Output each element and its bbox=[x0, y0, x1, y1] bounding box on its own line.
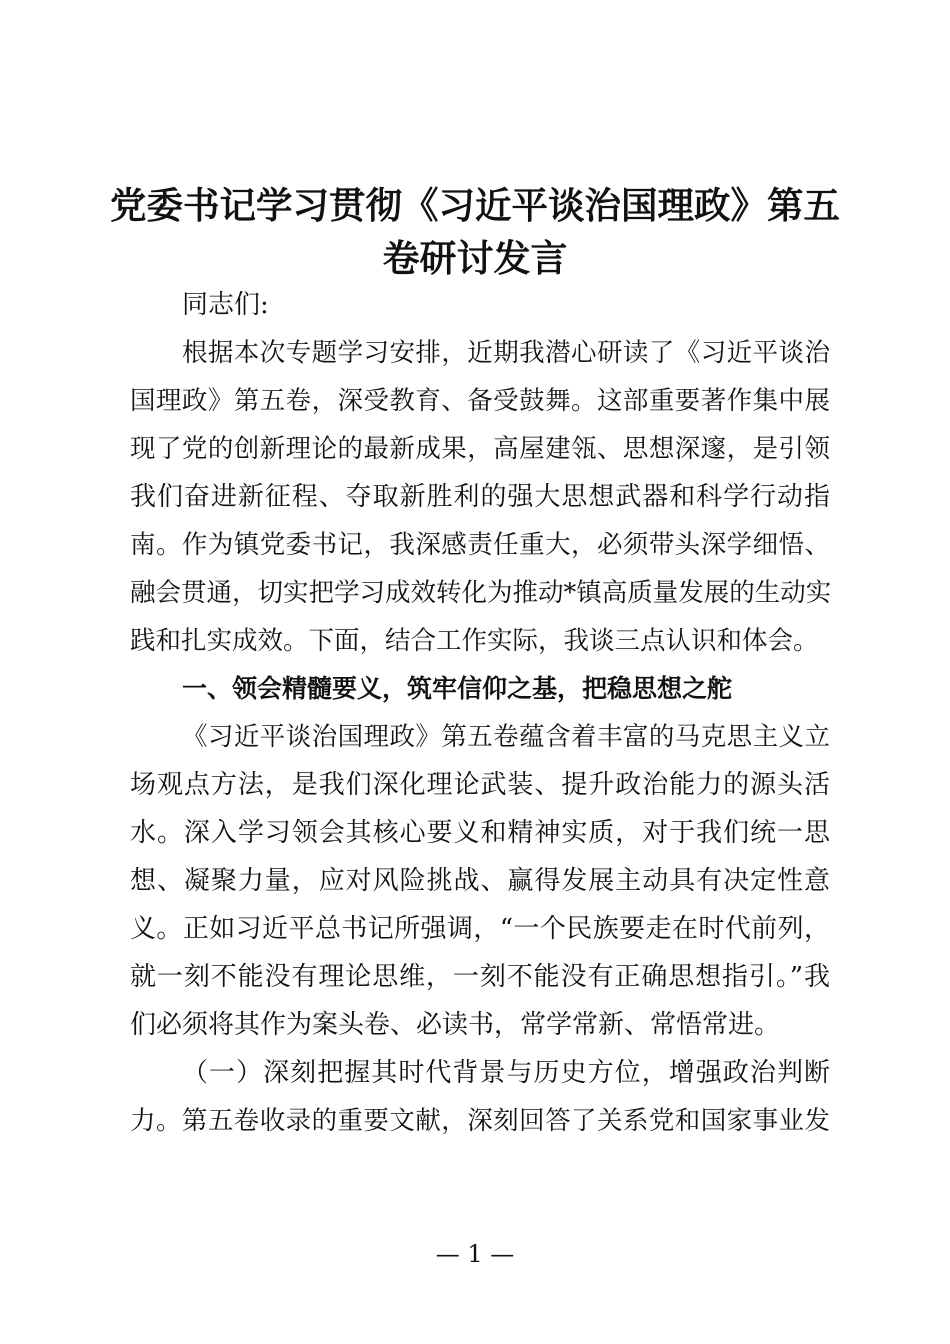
paragraph-line: 就一刻不能没有理论思维，一刻不能没有正确思想指引。”我 bbox=[130, 962, 830, 992]
paragraph-line: 《习近平谈治国理政》第五卷蕴含着丰富的马克思主义立 bbox=[182, 722, 830, 752]
paragraph-line: 义。正如习近平总书记所强调，“一个民族要走在时代前列， bbox=[130, 914, 830, 944]
page-number: — 1 — bbox=[435, 1240, 515, 1268]
paragraph-line: 融会贯通，切实把学习成效转化为推动*镇高质量发展的生动实 bbox=[130, 578, 832, 608]
document-body bbox=[130, 281, 830, 1145]
paragraph-line: 力。第五卷收录的重要文献，深刻回答了关系党和国家事业发 bbox=[130, 1106, 830, 1136]
paragraph-line: 想、凝聚力量，应对风险挑战、赢得发展主动具有决定性意 bbox=[130, 866, 830, 896]
paragraph-line: 水。深入学习领会其核心要义和精神实质，对于我们统一思 bbox=[130, 818, 830, 848]
section-heading-1: 一、领会精髓要义，筑牢信仰之基，把稳思想之舵 bbox=[182, 674, 733, 703]
paragraph-line: 根据本次专题学习安排，近期我潜心研读了《习近平谈治 bbox=[182, 338, 830, 368]
paragraph-line: 南。作为镇党委书记，我深感责任重大，必须带头深学细悟、 bbox=[130, 530, 830, 560]
paragraph-line: 国理政》第五卷，深受教育、备受鼓舞。这部重要著作集中展 bbox=[130, 386, 830, 416]
salutation: 同志们: bbox=[182, 290, 269, 320]
paragraph-line: 现了党的创新理论的最新成果，高屋建瓴、思想深邃，是引领 bbox=[130, 434, 830, 464]
paragraph-line: 场观点方法，是我们深化理论武装、提升政治能力的源头活 bbox=[130, 770, 830, 800]
paragraph-line: 我们奋进新征程、夺取新胜利的强大思想武器和科学行动指 bbox=[130, 482, 830, 512]
subsection-heading-1: （一）深刻把握其时代背景与历史方位，增强政治判断 bbox=[182, 1058, 830, 1088]
document-title-line-2: 卷研讨发言 bbox=[382, 236, 568, 280]
paragraph-line: 践和扎实成效。下面，结合工作实际，我谈三点认识和体会。 bbox=[130, 626, 819, 656]
paragraph-line: 们必须将其作为案头卷、必读书，常学常新、常悟常进。 bbox=[130, 1010, 781, 1040]
document-title-line-1: 党委书记学习贯彻《习近平谈治国理政》第五 bbox=[110, 184, 840, 227]
